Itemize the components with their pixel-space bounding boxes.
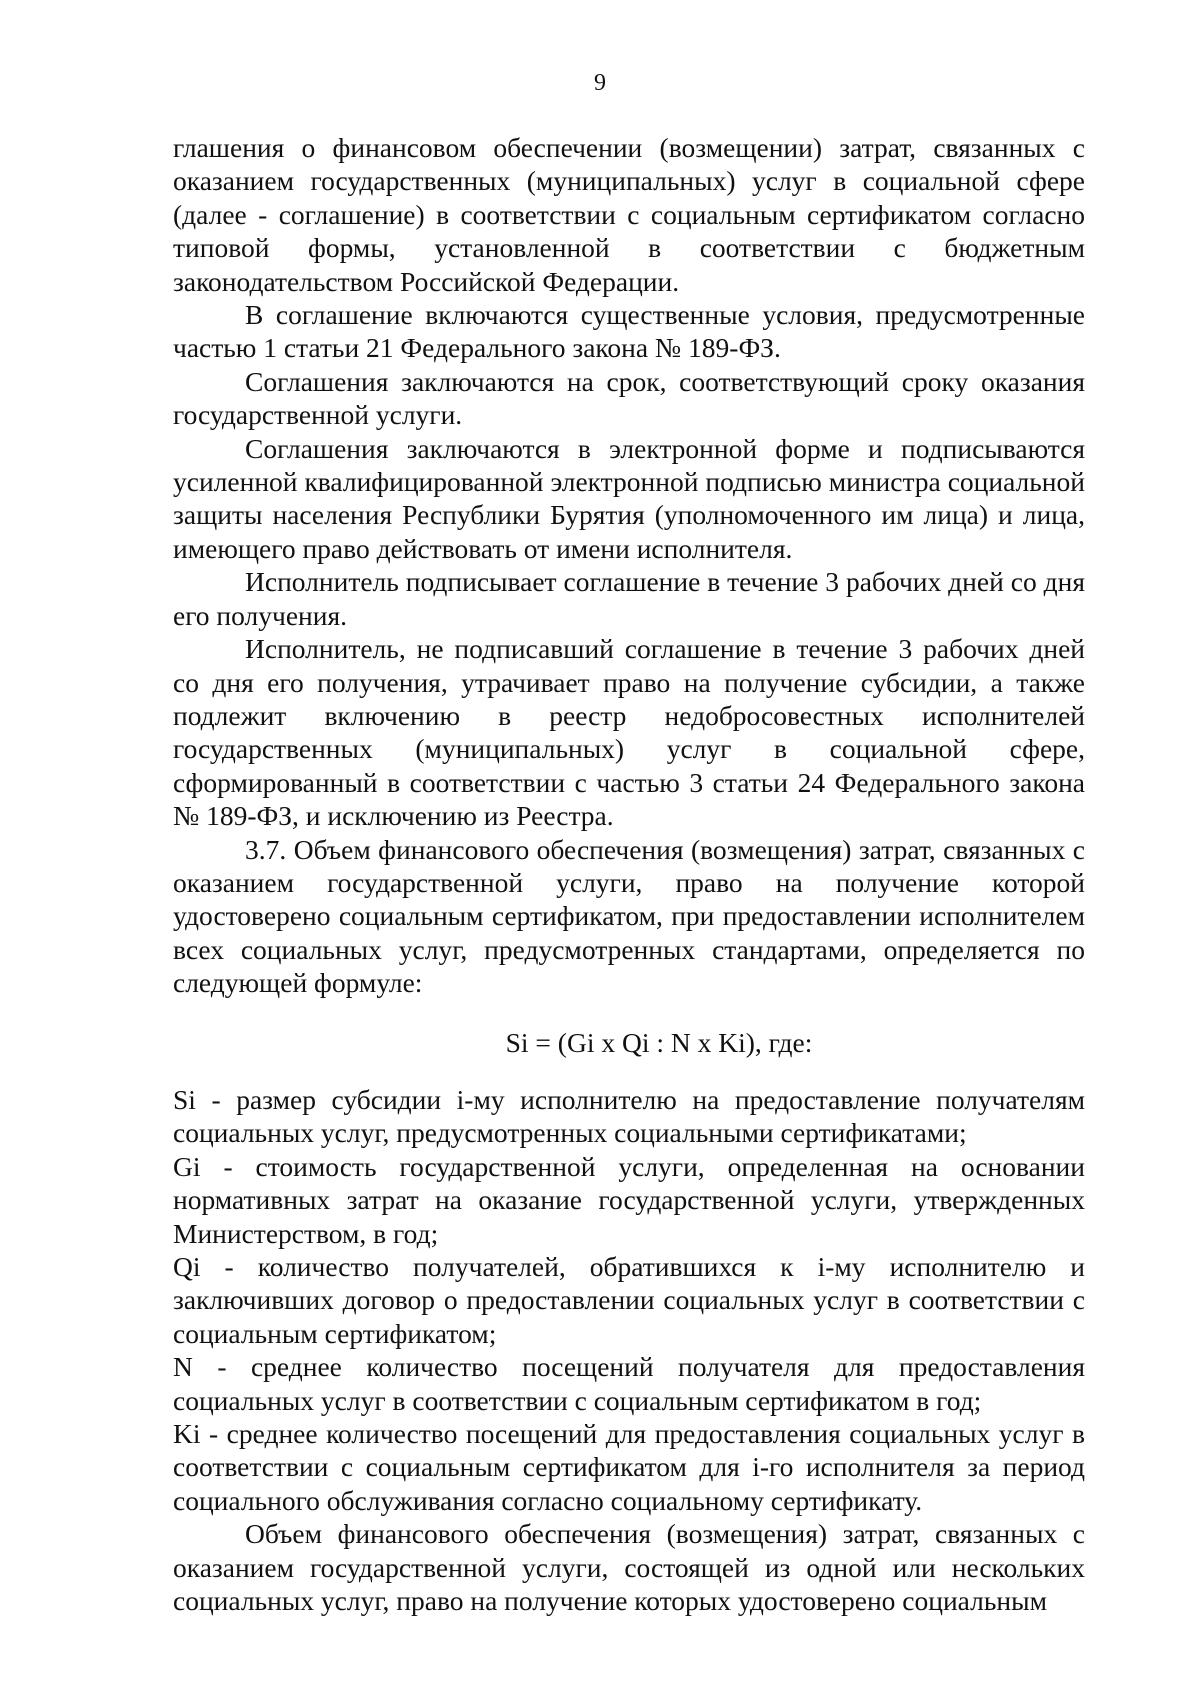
definition-gi: Gi - стоимость государственной услуги, определенная на основании нормативных затрат на оказание государственной услуги, утвержденных Министерством, в год; (173, 1150, 1085, 1249)
paragraph-financial-volume: Объем финансового обеспечения (возмещения) затрат, связанных с оказанием государственной услуги, состоящей из одной или нескольких социальных услуг, право на получение которых удостоверено социальным (173, 1518, 1085, 1617)
subsidy-formula: Si = (Gi x Qi : N x Ki), где: (505, 1026, 813, 1058)
definition-ki: Ki - среднее количество посещений для предоставления социальных услуг в соответствии с социальным сертификатом для i-го исполнителя за период социального обслуживания согласно социальному сертификату. (173, 1418, 1085, 1516)
definition-si: Si - размер субсидии i-му исполнителю на предоставление получателям социальных услуг, предусмотренных социальными сертификатами; (173, 1083, 1085, 1149)
definition-n: N - среднее количество посещений получателя для предоставления социальных услуг в соответствии с социальным сертификатом в год; (173, 1351, 1085, 1416)
paragraph-agreement-continuation: глашения о финансовом обеспечении (возмещении) затрат, связанных с оказанием государственных (муниципальных) услуг в социальной сфере (далее - соглашение) в соответствии с социальным сертификатом согласно типовой формы, установленной в соответствии с бюджетным законодательством Российской Федерации. (173, 132, 1085, 297)
paragraph-section-3-7: 3.7. Объем финансового обеспечения (возмещения) затрат, связанных с оказанием государственной услуги, право на получение которой удостоверено социальным сертификатом, при предоставлении исполнителем всех социальных услуг, предусмотренных стандартами, определяется по следующей формуле: (173, 833, 1085, 999)
paragraph-agreement-term: Соглашения заключаются на срок, соответствующий сроку оказания государственной услуги. (173, 365, 1085, 431)
paragraph-essential-conditions: В соглашение включаются существенные условия, предусмотренные частью 1 статьи 21 Федерального закона № 189-ФЗ. (173, 299, 1085, 364)
definition-qi: Qi - количество получателей, обратившихся к i-му исполнителю и заключивших договор о предоставлении социальных услуг в соответствии с социальным сертификатом; (173, 1251, 1085, 1349)
document-body (173, 131, 1085, 1617)
page-number: 9 (594, 70, 606, 96)
paragraph-loss-of-right: Исполнитель, не подписавший соглашение в течение 3 рабочих дней со дня его получения, утрачивает право на получение субсидии, а также подлежит включению в реестр недобросовестных исполнителей государственных (муниципальных) услуг в социальной сфере, сформированный в соответствии с частью 3 статьи 24 Федерального закона № 189-ФЗ, и исключению из Реестра. (173, 633, 1085, 832)
paragraph-electronic-signature: Соглашения заключаются в электронной форме и подписываются усиленной квалифицированной электронной подписью министра социальной защиты населения Республики Бурятия (уполномоченного им лица) и лица, имеющего право действовать от имени исполнителя. (173, 432, 1085, 564)
paragraph-signing-deadline: Исполнитель подписывает соглашение в течение 3 рабочих дней со дня его получения. (173, 566, 1085, 631)
